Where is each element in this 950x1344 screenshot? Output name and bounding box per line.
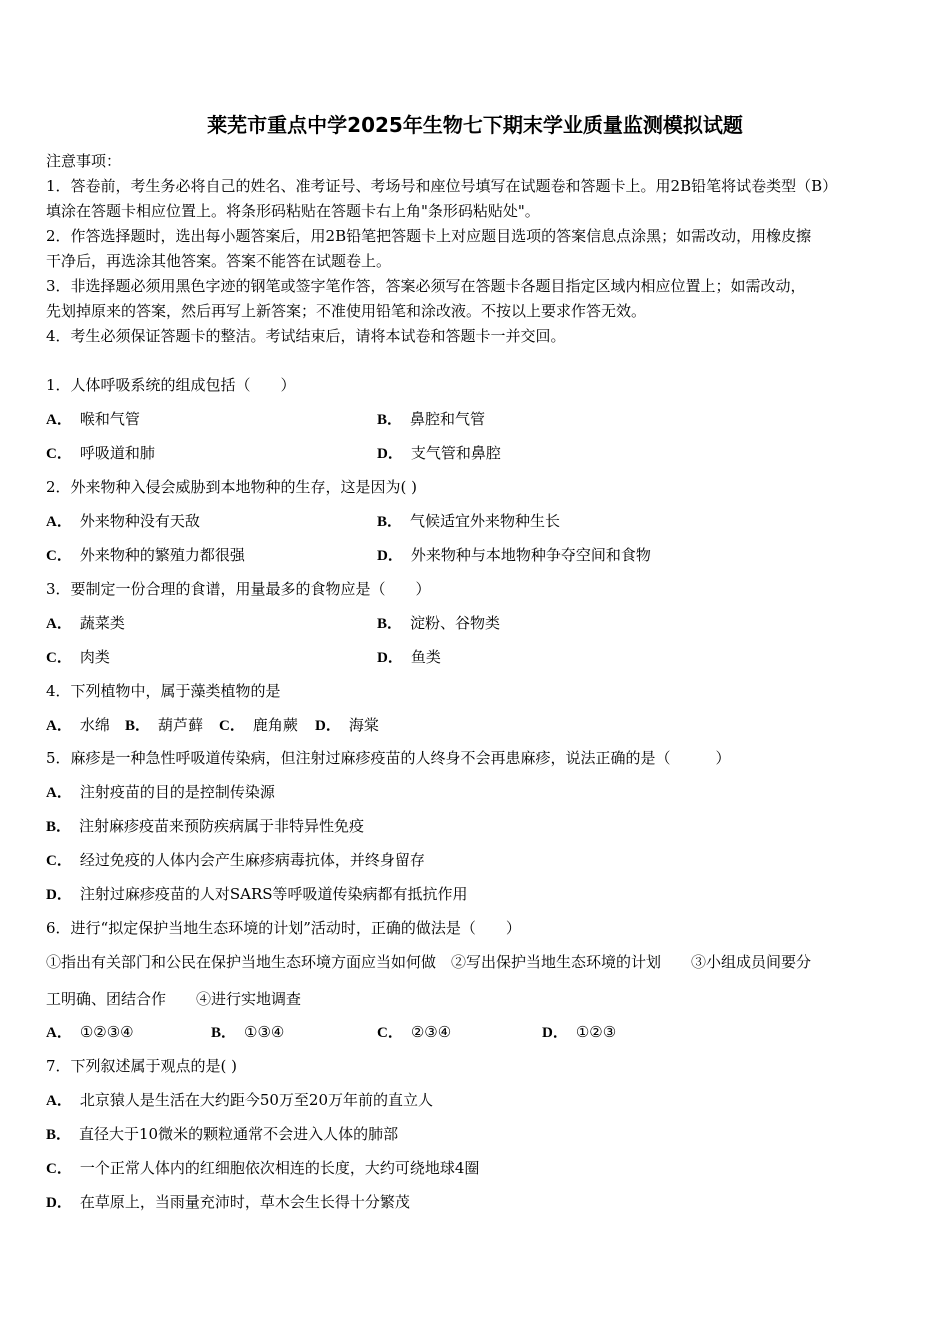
question-5-option-c — [46, 849, 425, 872]
question-5-stem: 5．麻疹是一种急性呼吸道传染病，但注射过麻疹疫苗的人终身不会再患麻疹，说法正确的是（ ） — [46, 749, 731, 767]
option-letter: D． — [377, 548, 403, 564]
option-text: 葫芦藓 — [158, 716, 204, 734]
notice-line-2: 填涂在答题卡相应位置上。将条形码粘贴在答题卡右上角"条形码粘贴处"。 — [46, 202, 540, 220]
option-letter: A． — [46, 1093, 72, 1109]
option-letter: B． — [377, 412, 403, 428]
option-text: 支气管和鼻腔 — [410, 444, 501, 462]
option-letter: A． — [46, 514, 72, 530]
notice-line-3: 2．作答选择题时，选出每小题答案后，用2B铅笔把答题卡上对应题目选项的答案信息点涂黑；如需改动，用橡皮擦 — [46, 227, 812, 245]
option-text: 注射过麻疹疫苗的人对SARS等呼吸道传染病都有抵抗作用 — [79, 885, 468, 903]
question-6-body-2: 工明确、团结合作 ④进行实地调查 — [46, 990, 302, 1008]
exam-title: 莱芜市重点中学2025年生物七下期末学业质量监测模拟试题 — [207, 113, 743, 137]
option-text: ①②③ — [575, 1023, 617, 1041]
option-letter: B． — [46, 1127, 72, 1143]
option-text: 外来物种的繁殖力都很强 — [79, 546, 245, 564]
option-text: 呼吸道和肺 — [79, 444, 155, 462]
question-7-stem: 7．下列叙述属于观点的是( ) — [46, 1057, 238, 1075]
option-text: 外来物种没有天敌 — [79, 512, 200, 530]
question-6-option-b — [211, 1021, 284, 1044]
option-text: ①③④ — [244, 1023, 285, 1041]
question-6-option-d — [542, 1021, 616, 1044]
option-letter: D． — [377, 446, 403, 462]
question-2-stem: 2．外来物种入侵会威胁到本地物种的生存，这是因为( ) — [46, 478, 418, 496]
option-text: 蔬菜类 — [79, 614, 125, 632]
question-1-option-c — [46, 442, 155, 465]
option-letter: B． — [377, 514, 403, 530]
option-text: ②③④ — [410, 1023, 452, 1041]
question-4-option-a — [46, 714, 110, 737]
option-text: 注射麻疹疫苗来预防疾病属于非特异性免疫 — [79, 817, 365, 835]
notice-line-7: 4．考生必须保证答题卡的整洁。考试结束后，请将本试卷和答题卡一并交回。 — [46, 327, 566, 345]
question-2-option-c — [46, 544, 245, 567]
question-2-option-d — [377, 544, 651, 567]
option-letter: D． — [377, 650, 403, 666]
notice-line-4: 干净后，再选涂其他答案。答案不能答在试题卷上。 — [46, 252, 392, 270]
option-text: 气候适宜外来物种生长 — [410, 512, 561, 530]
option-letter: A． — [46, 616, 72, 632]
question-7-option-d — [46, 1191, 410, 1214]
question-4-stem: 4．下列植物中，属于藻类植物的是 — [46, 682, 281, 700]
question-6-option-a — [46, 1021, 134, 1044]
option-text: 鹿角蕨 — [252, 716, 298, 734]
notice-heading: 注意事项： — [46, 152, 122, 170]
option-text: 海棠 — [348, 716, 379, 734]
option-text: 水绵 — [79, 716, 110, 734]
option-letter: C． — [219, 718, 245, 734]
question-2-option-b — [377, 510, 560, 533]
option-text: 外来物种与本地物种争夺空间和食物 — [410, 546, 651, 564]
question-1-option-b — [377, 408, 485, 431]
option-letter: B． — [46, 819, 72, 835]
option-letter: B． — [125, 718, 151, 734]
question-3-stem: 3．要制定一份合理的食谱，用量最多的食物应是（ ） — [46, 580, 431, 598]
notice-line-5: 3．非选择题必须用黑色字迹的钢笔或签字笔作答，答案必须写在答题卡各题目指定区域内相应位置上；如需改动， — [46, 277, 806, 295]
option-letter: B． — [377, 616, 403, 632]
option-letter: C． — [46, 1161, 72, 1177]
option-letter: C． — [46, 548, 72, 564]
option-text: ①②③④ — [79, 1023, 134, 1041]
option-letter: A． — [46, 718, 72, 734]
question-6-stem: 6．进行“拟定保护当地生态环境的计划”活动时，正确的做法是（ ） — [46, 919, 521, 937]
option-text: 北京猿人是生活在大约距今50万至20万年前的直立人 — [79, 1091, 434, 1109]
option-text: 喉和气管 — [79, 410, 140, 428]
option-letter: C． — [46, 446, 72, 462]
question-3-option-d — [377, 646, 441, 669]
option-letter: D． — [542, 1025, 568, 1041]
question-7-option-b — [46, 1123, 398, 1146]
question-3-option-b — [377, 612, 500, 635]
question-3-option-c — [46, 646, 110, 669]
option-letter: A． — [46, 785, 72, 801]
question-7-option-a — [46, 1089, 433, 1112]
question-7-option-c — [46, 1157, 479, 1180]
option-letter: C． — [46, 853, 72, 869]
option-text: 一个正常人体内的红细胞依次相连的长度，大约可绕地球4圈 — [79, 1159, 480, 1177]
question-5-option-d — [46, 883, 468, 906]
option-text: 注射疫苗的目的是控制传染源 — [79, 783, 275, 801]
question-5-option-b — [46, 815, 364, 838]
notice-line-1: 1．答卷前，考生务必将自己的姓名、准考证号、考场号和座位号填写在试题卷和答题卡上。用2B铅笔将试卷类型（B） — [46, 177, 838, 195]
option-letter: D． — [315, 718, 341, 734]
option-text: 淀粉、谷物类 — [410, 614, 501, 632]
option-letter: A． — [46, 1025, 72, 1041]
option-text: 鱼类 — [410, 648, 441, 666]
option-text: 经过免疫的人体内会产生麻疹病毒抗体，并终身留存 — [79, 851, 425, 869]
option-text: 在草原上，当雨量充沛时，草木会生长得十分繁茂 — [79, 1193, 410, 1211]
question-1-stem: 1．人体呼吸系统的组成包括（ ） — [46, 376, 296, 394]
option-letter: B． — [211, 1025, 237, 1041]
question-1-option-d — [377, 442, 501, 465]
option-letter: A． — [46, 412, 72, 428]
question-4-option-c — [219, 714, 298, 737]
question-1-option-a — [46, 408, 140, 431]
option-letter: C． — [377, 1025, 403, 1041]
option-text: 直径大于10微米的颗粒通常不会进入人体的肺部 — [79, 1125, 399, 1143]
question-4-option-d — [315, 714, 379, 737]
notice-line-6: 先划掉原来的答案，然后再写上新答案；不准使用铅笔和涂改液。不按以上要求作答无效。 — [46, 302, 647, 320]
option-letter: D． — [46, 1195, 72, 1211]
question-6-body-1: ①指出有关部门和公民在保护当地生态环境方面应当如何做 ②写出保护当地生态环境的计划 ③小组成员间要分 — [46, 953, 812, 971]
option-letter: C． — [46, 650, 72, 666]
option-letter: D． — [46, 887, 72, 903]
question-6-option-c — [377, 1021, 451, 1044]
option-text: 肉类 — [79, 648, 110, 666]
question-3-option-a — [46, 612, 125, 635]
question-2-option-a — [46, 510, 200, 533]
question-5-option-a — [46, 781, 275, 804]
question-4-option-b — [125, 714, 203, 737]
option-text: 鼻腔和气管 — [410, 410, 486, 428]
